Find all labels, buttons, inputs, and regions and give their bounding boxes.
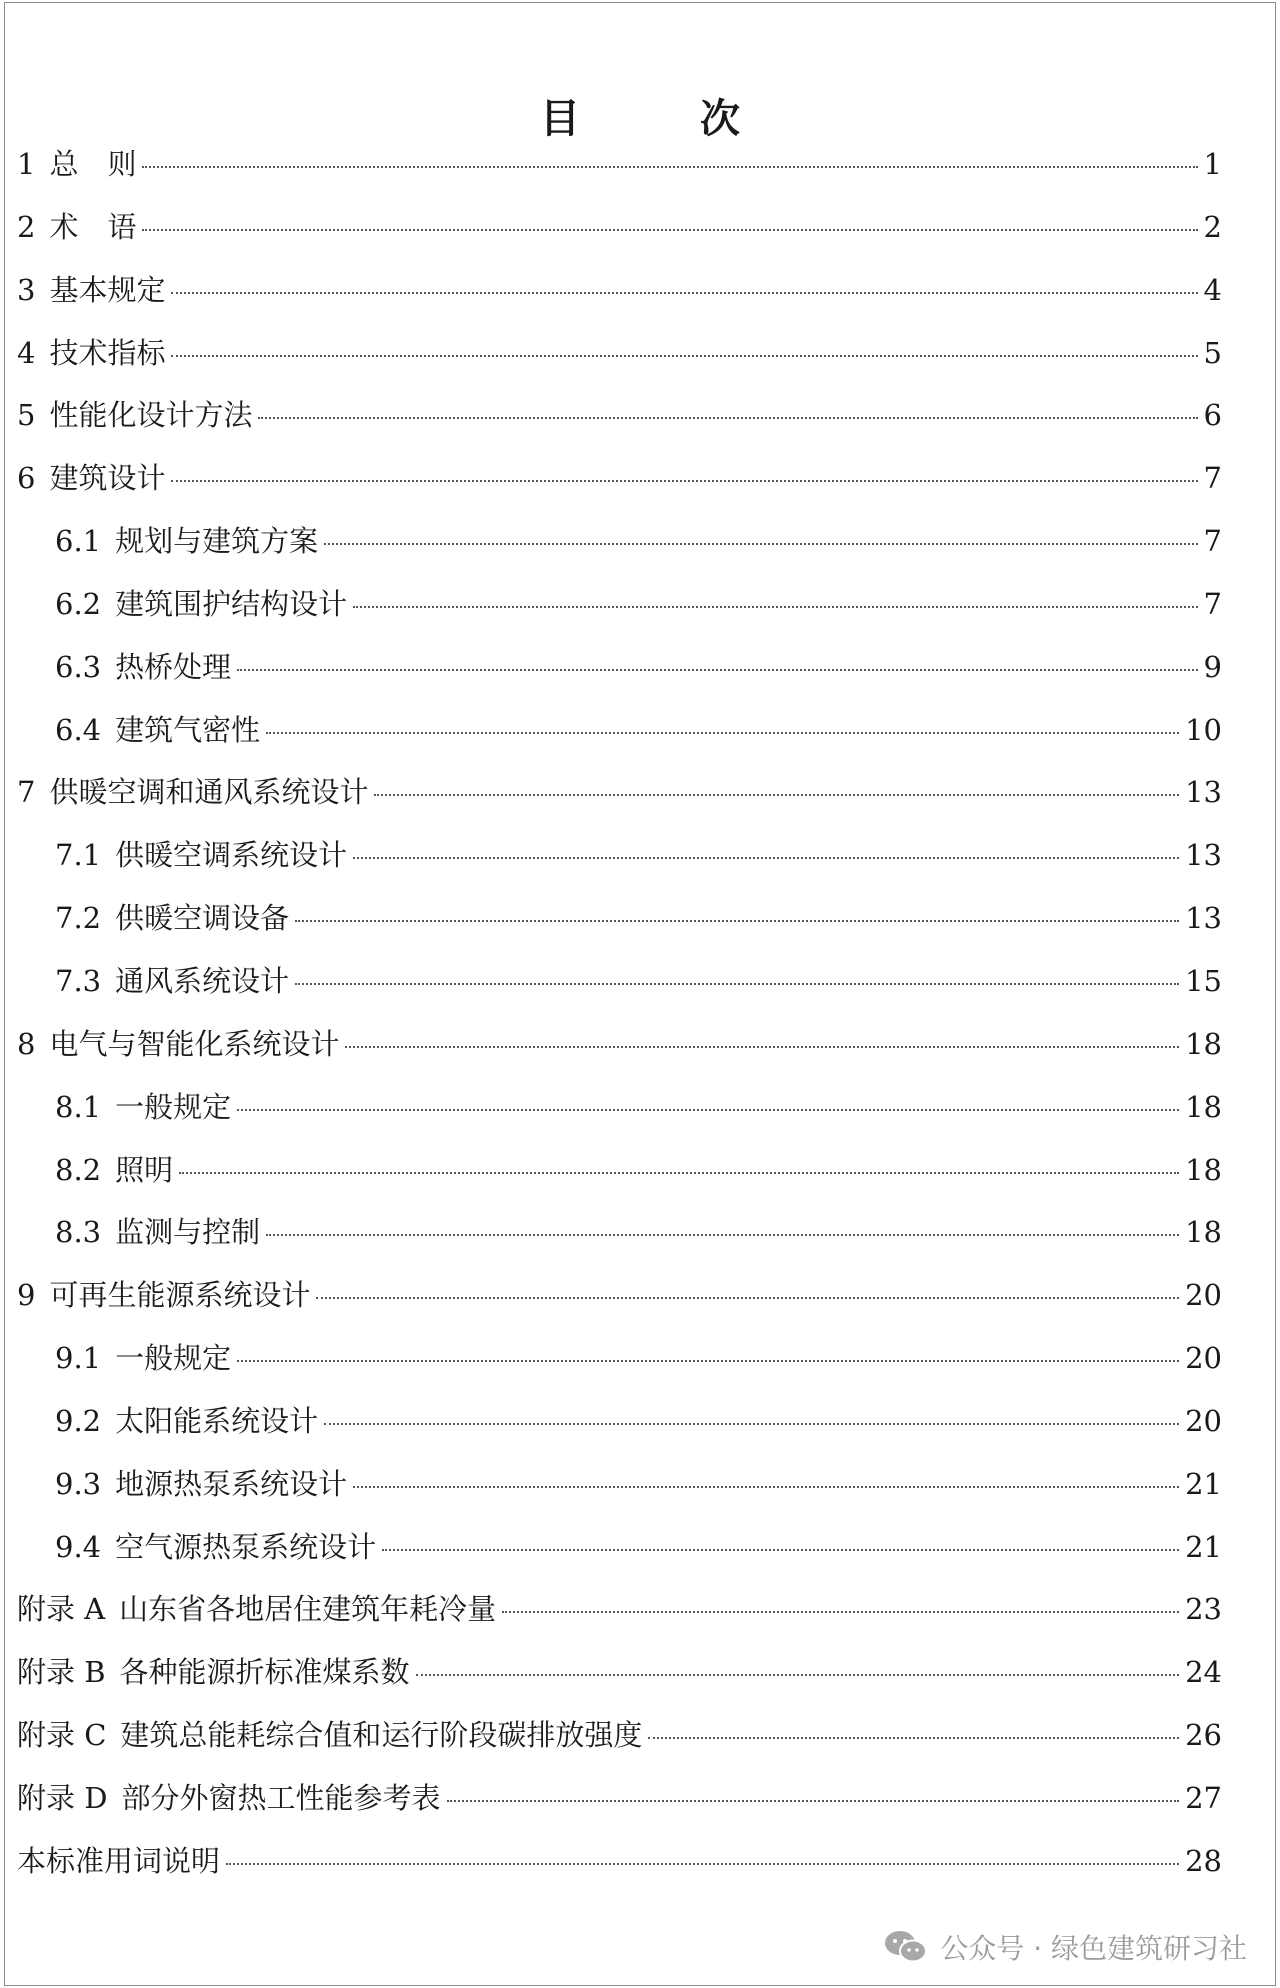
toc-entry-title: 本标准用词说明	[17, 1843, 221, 1878]
toc-page-number: 7	[1203, 524, 1222, 559]
dot-leader	[179, 1172, 1179, 1174]
toc-page-number: 2	[1203, 209, 1222, 244]
dot-leader	[502, 1611, 1179, 1613]
dot-leader	[353, 857, 1179, 859]
toc-page-number: 13	[1185, 901, 1222, 936]
toc-page-number: 20	[1185, 1278, 1222, 1313]
document-page	[4, 2, 1276, 1986]
toc-entry-number: 8.2	[55, 1152, 102, 1187]
toc-chapter-entry[interactable]	[17, 1839, 1222, 1902]
toc-subsection-entry[interactable]	[17, 1336, 1222, 1399]
dot-leader	[353, 1486, 1179, 1488]
toc-subsection-entry[interactable]	[17, 833, 1222, 896]
toc-entry-number: 6.3	[55, 649, 102, 684]
toc-page-number: 10	[1185, 712, 1222, 747]
toc-entry-number: 1	[17, 147, 36, 181]
toc-entry-title: 山东省各地居住建筑年耗冷量	[119, 1592, 497, 1627]
dot-leader	[324, 543, 1197, 545]
toc-entry-number: 9.1	[55, 1341, 102, 1376]
toc-entry-number: 7	[17, 775, 36, 810]
toc-subsection-entry[interactable]	[17, 1210, 1222, 1273]
dot-leader	[447, 1800, 1180, 1802]
toc-entry-title: 监测与控制	[115, 1215, 261, 1250]
toc-entry-title: 供暖空调设备	[115, 901, 290, 936]
toc-page-number: 7	[1203, 586, 1222, 621]
toc-page-number: 28	[1185, 1843, 1222, 1878]
toc-page-number: 18	[1185, 1026, 1222, 1061]
toc-subsection-entry[interactable]	[17, 959, 1222, 1022]
toc-subsection-entry[interactable]	[17, 1462, 1222, 1525]
toc-page-number: 21	[1185, 1529, 1222, 1564]
toc-page-number: 21	[1185, 1466, 1222, 1501]
toc-page-number: 20	[1185, 1403, 1222, 1438]
dot-leader	[226, 1863, 1179, 1865]
toc-entry-number: 9.2	[55, 1403, 102, 1438]
toc-page-number: 18	[1185, 1152, 1222, 1187]
dot-leader	[382, 1549, 1179, 1551]
dot-leader	[258, 417, 1197, 419]
toc-entry-number: 2	[17, 209, 36, 244]
toc-chapter-entry[interactable]	[17, 1273, 1222, 1336]
toc-chapter-entry[interactable]	[17, 1587, 1222, 1650]
toc-subsection-entry[interactable]	[17, 1148, 1222, 1211]
toc-subsection-entry[interactable]	[17, 582, 1222, 645]
toc-page-number: 18	[1185, 1089, 1222, 1124]
dot-leader	[374, 794, 1179, 796]
toc-chapter-entry[interactable]	[17, 331, 1222, 394]
dot-leader	[345, 1046, 1179, 1048]
toc-entry-title: 性能化设计方法	[49, 398, 253, 433]
dot-leader	[171, 355, 1197, 357]
table-of-contents	[17, 142, 1222, 1902]
toc-page-number: 13	[1185, 775, 1222, 810]
toc-entry-number: 8	[17, 1026, 36, 1061]
toc-entry-number: 7.1	[55, 838, 102, 873]
toc-chapter-entry[interactable]	[17, 205, 1222, 268]
toc-subsection-entry[interactable]	[17, 645, 1222, 708]
dot-leader	[237, 669, 1197, 671]
toc-page-number: 27	[1185, 1780, 1222, 1815]
toc-entry-title: 一般规定	[115, 1089, 232, 1124]
toc-entry-number: 附录 D	[17, 1780, 108, 1815]
dot-leader	[295, 920, 1179, 922]
toc-page-number: 4	[1203, 272, 1222, 307]
toc-entry-number: 8.3	[55, 1215, 102, 1250]
toc-page-number: 9	[1203, 649, 1222, 684]
toc-entry-title: 通风系统设计	[115, 963, 290, 998]
toc-page-number: 23	[1185, 1592, 1222, 1627]
toc-entry-title: 太阳能系统设计	[115, 1403, 319, 1438]
toc-entry-number: 9	[17, 1278, 36, 1313]
toc-entry-title: 部分外窗热工性能参考表	[121, 1780, 441, 1815]
toc-page-number: 1	[1203, 147, 1222, 181]
toc-entry-title: 建筑设计	[49, 461, 166, 496]
toc-chapter-entry[interactable]	[17, 1713, 1222, 1776]
toc-entry-title: 规划与建筑方案	[115, 524, 319, 559]
toc-entry-title: 各种能源折标准煤系数	[119, 1655, 410, 1690]
dot-leader	[171, 292, 1197, 294]
toc-entry-title: 热桥处理	[115, 649, 232, 684]
toc-entry-number: 7.3	[55, 963, 102, 998]
toc-subsection-entry[interactable]	[17, 1399, 1222, 1462]
toc-page-number: 20	[1185, 1341, 1222, 1376]
toc-entry-number: 6	[17, 461, 36, 496]
toc-page-number: 24	[1185, 1655, 1222, 1690]
toc-entry-number: 9.4	[55, 1529, 102, 1564]
toc-entry-title: 建筑围护结构设计	[115, 586, 348, 621]
toc-entry-number: 4	[17, 335, 36, 370]
dot-leader	[266, 1234, 1179, 1236]
toc-entry-number: 3	[17, 272, 36, 307]
toc-entry-title: 建筑气密性	[115, 712, 261, 747]
dot-leader	[316, 1297, 1179, 1299]
dot-leader	[295, 983, 1179, 985]
toc-page-number: 5	[1203, 335, 1222, 370]
toc-entry-number: 8.1	[55, 1089, 102, 1124]
toc-chapter-entry[interactable]	[17, 142, 1222, 205]
toc-entry-number: 7.2	[55, 901, 102, 936]
toc-entry-title: 照明	[115, 1152, 174, 1187]
toc-subsection-entry[interactable]	[17, 1525, 1222, 1588]
toc-entry-number: 附录 A	[17, 1592, 106, 1627]
toc-entry-title: 可再生能源系统设计	[49, 1278, 311, 1313]
watermark-text: 公众号 · 绿色建筑研习社	[940, 1932, 1247, 1965]
wechat-icon	[884, 1929, 928, 1965]
toc-entry-title: 供暖空调系统设计	[115, 838, 348, 873]
toc-chapter-entry[interactable]	[17, 456, 1222, 519]
toc-subsection-entry[interactable]	[17, 896, 1222, 959]
dot-leader	[237, 1360, 1179, 1362]
toc-chapter-entry[interactable]	[17, 1776, 1222, 1839]
dot-leader	[416, 1674, 1180, 1676]
toc-entry-title: 一般规定	[115, 1341, 232, 1376]
toc-page-number: 15	[1185, 963, 1222, 998]
toc-entry-title: 总 则	[49, 147, 137, 181]
toc-entry-title: 基本规定	[49, 272, 166, 307]
dot-leader	[142, 229, 1197, 231]
toc-entry-number: 附录 C	[17, 1718, 107, 1753]
toc-chapter-entry[interactable]	[17, 393, 1222, 456]
watermark	[884, 1927, 1247, 1967]
toc-subsection-entry[interactable]	[17, 1085, 1222, 1148]
toc-entry-number: 6.2	[55, 586, 102, 621]
dot-leader	[171, 480, 1197, 482]
toc-chapter-entry[interactable]	[17, 770, 1222, 833]
toc-entry-title: 供暖空调和通风系统设计	[49, 775, 369, 810]
toc-page-number: 26	[1185, 1718, 1222, 1753]
dot-leader	[648, 1737, 1179, 1739]
toc-entry-title: 空气源热泵系统设计	[115, 1529, 377, 1564]
dot-leader	[266, 732, 1179, 734]
toc-entry-number: 9.3	[55, 1466, 102, 1501]
toc-chapter-entry[interactable]	[17, 1022, 1222, 1085]
toc-entry-title: 电气与智能化系统设计	[49, 1026, 340, 1061]
dot-leader	[324, 1423, 1179, 1425]
toc-page-number: 6	[1203, 398, 1222, 433]
toc-entry-title: 术 语	[49, 209, 137, 244]
toc-page-number: 18	[1185, 1215, 1222, 1250]
toc-entry-title: 建筑总能耗综合值和运行阶段碳排放强度	[120, 1718, 643, 1753]
toc-entry-number: 6.1	[55, 524, 102, 559]
toc-subsection-entry[interactable]	[17, 519, 1222, 582]
toc-page-number: 7	[1203, 461, 1222, 496]
dot-leader	[353, 606, 1197, 608]
dot-leader	[237, 1109, 1179, 1111]
dot-leader	[142, 166, 1197, 168]
toc-chapter-entry[interactable]	[17, 268, 1222, 331]
toc-entry-title: 技术指标	[49, 335, 166, 370]
toc-chapter-entry[interactable]	[17, 1650, 1222, 1713]
toc-entry-title: 地源热泵系统设计	[115, 1466, 348, 1501]
page-title: 目 次	[540, 95, 780, 142]
toc-entry-number: 5	[17, 398, 36, 433]
toc-entry-number: 6.4	[55, 712, 102, 747]
toc-subsection-entry[interactable]	[17, 708, 1222, 771]
toc-page-number: 13	[1185, 838, 1222, 873]
toc-entry-number: 附录 B	[17, 1655, 106, 1690]
